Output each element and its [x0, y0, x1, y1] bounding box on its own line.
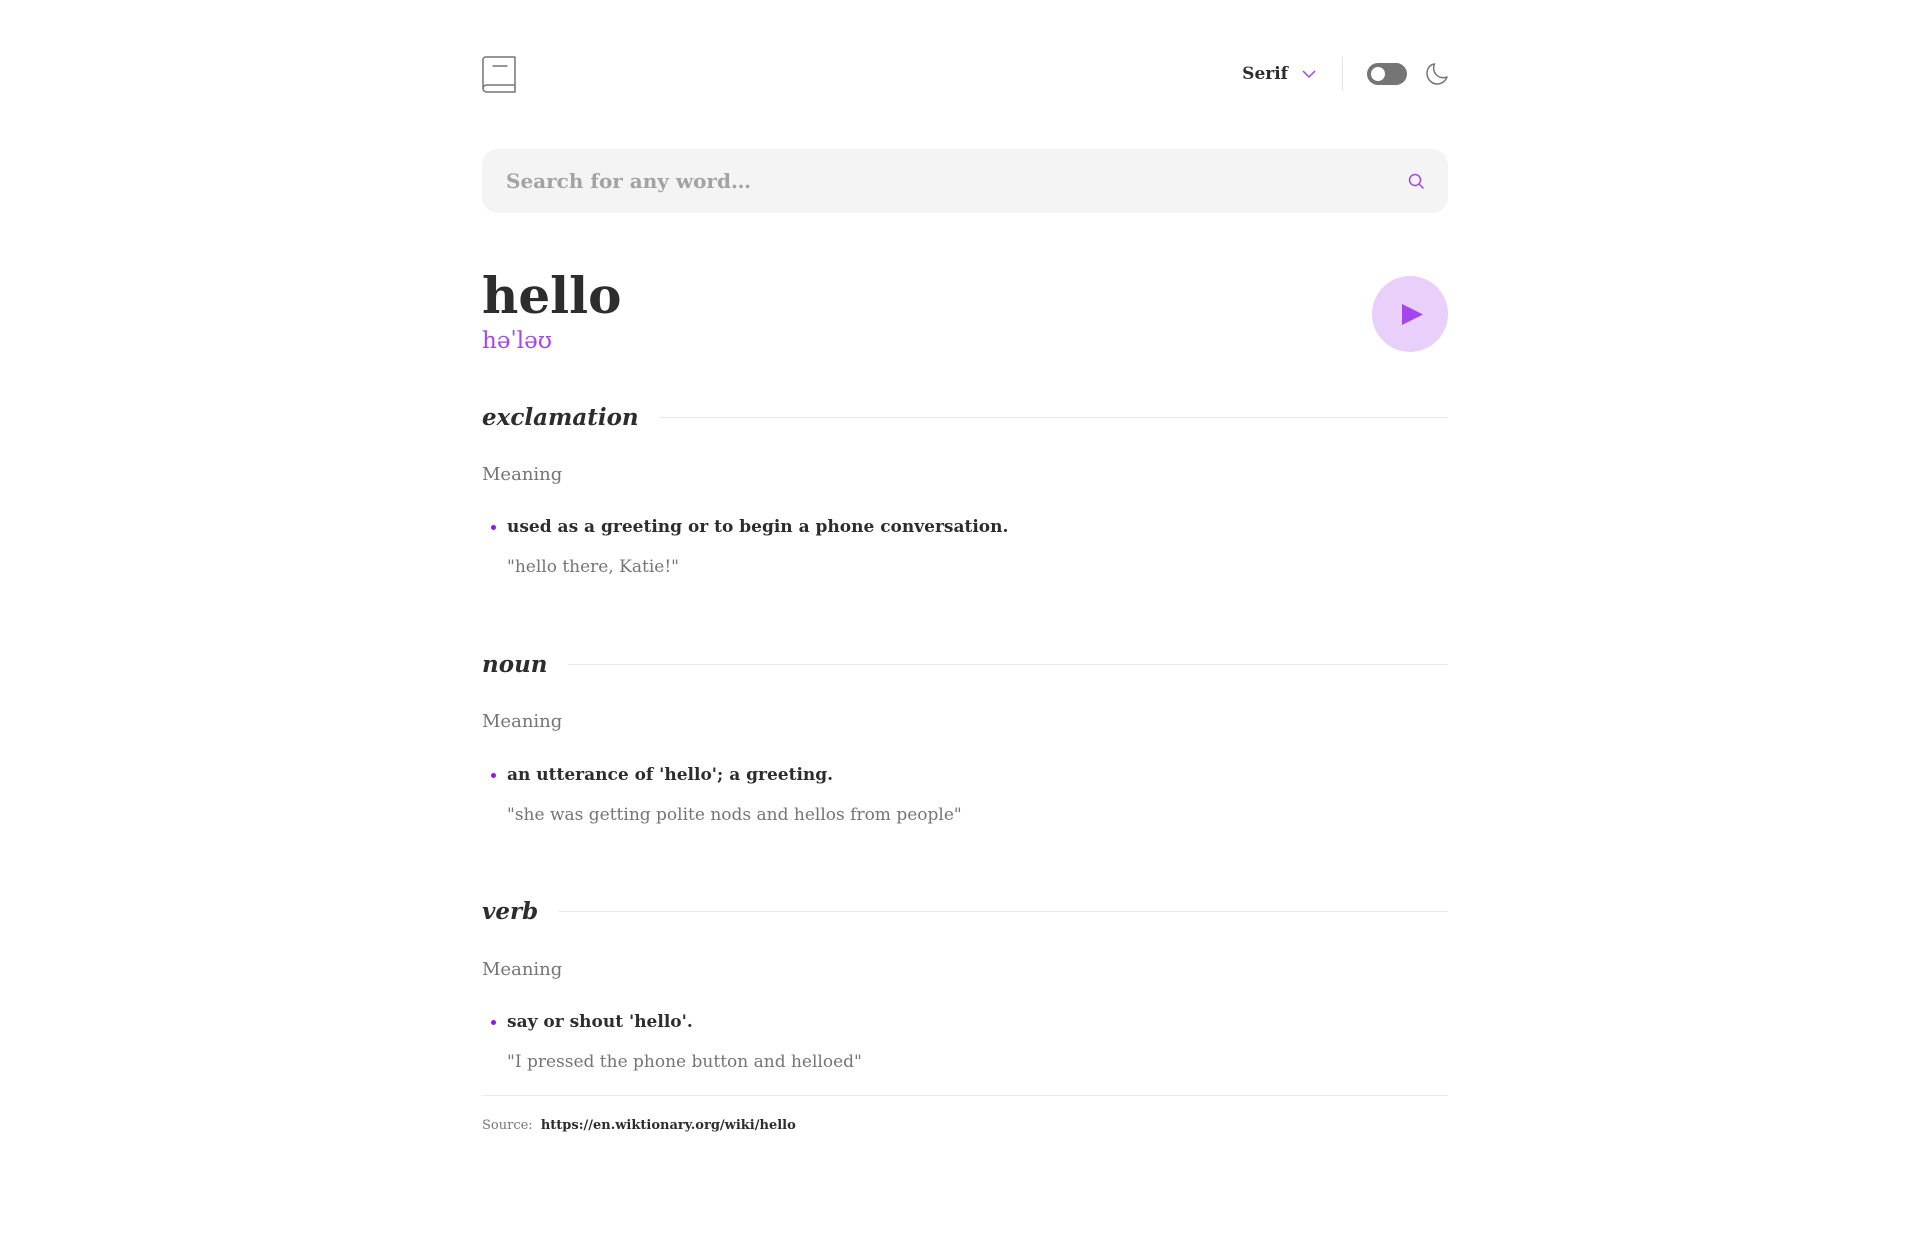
source-footer — [482, 1117, 796, 1135]
search-bar — [482, 149, 1448, 213]
header — [482, 56, 1448, 92]
chevron-down-icon — [1302, 70, 1316, 79]
header-controls — [1242, 56, 1448, 92]
source-label: Source: — [482, 1118, 533, 1133]
play-icon — [1402, 304, 1423, 325]
bullet — [491, 525, 496, 530]
definition-text: used as a greeting or to begin a phone conversation. — [507, 517, 1009, 537]
source-link[interactable]: https://en.wiktionary.org/wiki/hello — [540, 1118, 796, 1133]
toggle-knob — [1371, 67, 1385, 81]
part-of-speech: exclamation — [482, 403, 639, 431]
definition-text: an utterance of 'hello'; a greeting. — [507, 765, 834, 785]
book-icon — [482, 56, 516, 92]
example-text: "hello there, Katie!" — [507, 557, 679, 577]
meaning-label: Meaning — [482, 711, 563, 732]
section-divider — [558, 911, 1448, 912]
header-divider — [1342, 57, 1343, 91]
part-of-speech: verb — [482, 897, 539, 925]
search-icon[interactable] — [1408, 173, 1424, 189]
part-of-speech-row — [482, 894, 1448, 928]
theme-toggle[interactable] — [1367, 63, 1407, 85]
font-dropdown[interactable] — [1242, 64, 1316, 84]
part-of-speech-row — [482, 400, 1448, 434]
section-divider — [659, 417, 1448, 418]
play-audio-button[interactable] — [1372, 276, 1448, 352]
moon-icon[interactable] — [1426, 63, 1448, 85]
meaning-label: Meaning — [482, 959, 563, 980]
section-divider — [568, 664, 1448, 665]
part-of-speech: noun — [482, 650, 548, 678]
bullet — [491, 773, 496, 778]
footer-divider — [482, 1095, 1448, 1096]
example-text: "I pressed the phone button and helloed" — [507, 1052, 862, 1072]
word-title: hello — [482, 266, 622, 325]
bullet — [491, 1020, 496, 1025]
example-text: "she was getting polite nods and hellos from people" — [507, 805, 962, 825]
search-input[interactable] — [506, 149, 1366, 213]
meaning-label: Meaning — [482, 464, 563, 485]
font-dropdown-label: Serif — [1242, 64, 1288, 84]
phonetic: həˈləʊ — [482, 328, 552, 354]
definition-text: say or shout 'hello'. — [507, 1012, 693, 1032]
part-of-speech-row — [482, 647, 1448, 681]
